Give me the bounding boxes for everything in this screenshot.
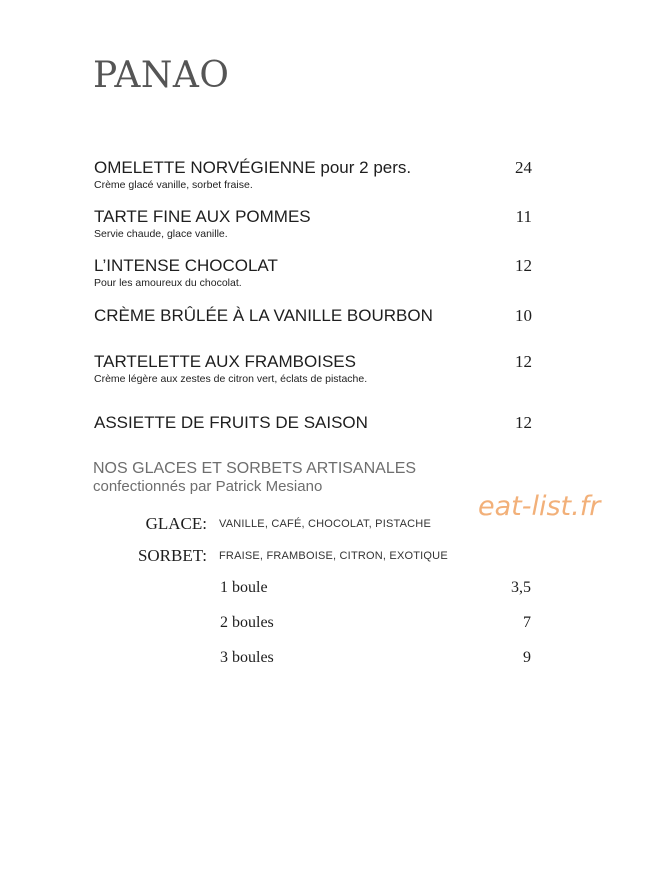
dessert-name: TARTE FINE AUX POMMES bbox=[94, 207, 311, 226]
dessert-name: OMELETTE NORVÉGIENNE pour 2 pers. bbox=[94, 158, 412, 177]
dessert-price: 24 bbox=[515, 158, 532, 177]
dessert-price: 12 bbox=[515, 413, 532, 432]
scoop-label: 2 boules bbox=[220, 614, 274, 631]
dessert-name: CRÈME BRÛLÉE À LA VANILLE BOURBON bbox=[94, 306, 433, 325]
dessert-price: 10 bbox=[515, 306, 532, 325]
flavor-row-glace bbox=[94, 513, 534, 535]
scoop-price: 3,5 bbox=[511, 579, 531, 596]
ice-cream-section-subtitle: confectionnés par Patrick Mesiano bbox=[93, 478, 323, 495]
scoop-price: 7 bbox=[523, 614, 531, 631]
scoop-label: 1 boule bbox=[220, 579, 268, 596]
dessert-description: Crème glacé vanille, sorbet fraise. bbox=[94, 179, 253, 191]
ice-cream-section-title: NOS GLACES ET SORBETS ARTISANALES bbox=[93, 460, 417, 477]
scoop-price-row bbox=[220, 613, 531, 633]
dessert-name: ASSIETTE DE FRUITS DE SAISON bbox=[94, 413, 368, 432]
flavor-list: FRAISE, FRAMBOISE, CITRON, EXOTIQUE bbox=[219, 550, 448, 562]
scoop-label: 3 boules bbox=[220, 649, 274, 666]
dessert-item-chocolat bbox=[94, 256, 532, 290]
dessert-item-tartelette bbox=[94, 352, 532, 386]
dessert-description: Pour les amoureux du chocolat. bbox=[94, 277, 242, 289]
dessert-item-fruits bbox=[94, 413, 532, 433]
scoop-price-row bbox=[220, 578, 531, 598]
brand-logo: PANAO bbox=[93, 55, 230, 96]
flavor-row-sorbet bbox=[94, 545, 534, 567]
flavor-label: GLACE: bbox=[145, 514, 207, 533]
scoop-price-row bbox=[220, 648, 531, 668]
flavor-list: VANILLE, CAFÉ, CHOCOLAT, PISTACHE bbox=[219, 518, 431, 530]
dessert-name: L’INTENSE CHOCOLAT bbox=[94, 256, 278, 275]
dessert-name: TARTELETTE AUX FRAMBOISES bbox=[94, 352, 356, 371]
dessert-item-omelette bbox=[94, 158, 532, 192]
dessert-price: 12 bbox=[515, 256, 532, 275]
dessert-price: 12 bbox=[515, 352, 532, 371]
dessert-description: Crème légère aux zestes de citron vert, éclats de pistache. bbox=[94, 373, 368, 385]
dessert-item-tarte bbox=[94, 207, 532, 241]
flavor-label: SORBET: bbox=[137, 546, 207, 565]
scoop-price: 9 bbox=[523, 649, 531, 666]
dessert-price: 11 bbox=[515, 207, 532, 226]
dessert-description: Servie chaude, glace vanille. bbox=[94, 228, 228, 240]
dessert-item-creme-brulee bbox=[94, 306, 532, 326]
watermark: eat-list.fr bbox=[478, 491, 601, 522]
